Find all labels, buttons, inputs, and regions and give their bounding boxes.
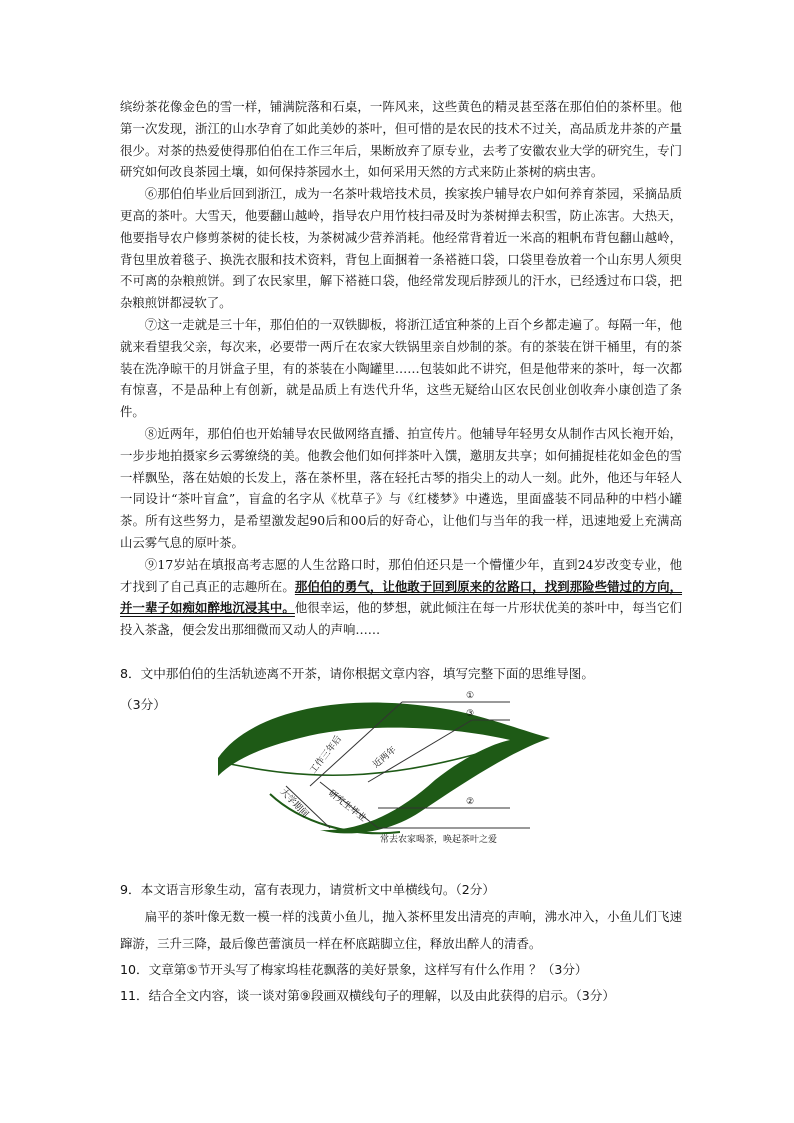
essay-paragraph-9 [120, 554, 682, 641]
essay-paragraph-intro: 缤纷茶花像金色的雪一样，铺满院落和石桌，一阵风来，这些黄色的精灵甚至落在那伯伯的茶杯里。他第一次发现，浙江的山水孕育了如此美妙的茶叶，但可惜的是农民的技术不过关，高品质龙井茶的产量很少。对茶的热爱使得那伯伯在工作三年后，果断放弃了原专业，去考了安徽农业大学的研究生，专门研究如何改良茶园土壤，如何保持茶园水土，如何采用天然的方式来防止茶树的病虫害。 [120, 99, 682, 180]
essay-body [120, 96, 682, 641]
question-8-points: （3分） [120, 697, 166, 712]
paragraph-9-opening: ⑨17岁站在填报高考志愿的人生岔路口时，那伯伯还只是一个懵懂少年，直到24岁改变专业，他才找到了自己真正的志趣所在。 [120, 556, 682, 594]
branch-label-university: 大学期间 [277, 787, 311, 820]
branch-label-after-graduate: 研究生毕业 [326, 788, 368, 825]
question-9-quoted-sentence: 扁平的茶叶像无数一模一样的浅黄小鱼儿，抛入茶杯里发出清亮的声响，沸水冲入，小鱼儿们飞速蹿游，三升三降，最后像芭蕾演员一样在杯底踮脚立住，释放出醉人的清香。 [120, 909, 682, 951]
question-9: 9．本文语言形象生动，富有表现力，请赏析文中单横线句。（2分） [120, 882, 495, 897]
leaf-shape [218, 703, 550, 834]
double-underlined-sentence: 那伯伯的勇气，让他敢于回到原来的岔路口，找到那险些错过的方向，并一辈子如痴如醉地沉浸其中。 [120, 578, 683, 616]
essay-paragraph-6: ⑥那伯伯毕业后回到浙江，成为一名茶叶栽培技术员，挨家挨户辅导农户如何养育茶园，采摘品质更高的茶叶。大雪天，他要翻山越岭，指导农户用竹枝扫帚及时为茶树掸去积雪，防止冻害。大热天，他要指导农户修剪茶树的徒长枝，为茶树减少营养消耗。他经常背着近一米高的粗帆布背包翻山越岭，背包里放着毯子、换洗衣服和技术资料，背包上面捆着一条褡裢口袋，口袋里卷放着一个山东男人须臾不可离的杂粮煎饼。到了农民家里，解下褡裢口袋，他经常发现后脖颈儿的汗水，已经透过布口袋，把杂粮煎饼都浸软了。 [120, 186, 682, 311]
blank-marker-2: ② [466, 797, 475, 807]
blank-marker-1: ① [466, 691, 475, 701]
branch-label-after-three-years: 工作三年后 [308, 734, 345, 776]
essay-paragraph-8: ⑧近两年，那伯伯也开始辅导农民做网络直播、拍宣传片。他辅导年轻男女从制作古风长袍开始，一步步地拍摄家乡云雾缭绕的美。他教会他们如何拌茶叶入馔，邀朋友共享；如何捕捉桂花如金色的雪一样飘坠，落在姑娘的长发上，落在茶杯里，落在轻托古琴的指尖上的动人一刻。此外，他还与年轻人一同设计“茶叶盲盒”，盲盒的名字从《枕草子》与《红楼梦》中遴选，里面盛装不同品种的中档小罐茶。所有这些努力，是希望激发起90后和00后的好奇心，让他们与当年的我一样，迅速地爱上充满高山云雾气息的原叶茶。 [120, 425, 682, 550]
question-10: 10．文章第⑤节开头写了梅家坞桂花飘落的美好景象，这样写有什么作用 ？（3分） [120, 962, 588, 977]
question-8: 8．文中那伯伯的生活轨迹离不开茶，请你根据文章内容，填写完整下面的思维导图。 [120, 666, 594, 681]
paragraph-9-closing: 他很幸运，他的梦想，就此倾注在每一片形状优美的茶叶中，每当它们投入茶盏，便会发出那细微而又动人的声响…… [120, 600, 683, 638]
essay-paragraph-7: ⑦这一走就是三十年，那伯伯的一双铁脚板，将浙江适宜种茶的上百个乡都走遍了。每隔一年，他就来看望我父亲，每次来，必要带一两斤在农家大铁锅里亲自炒制的茶。有的茶装在饼干桶里，有的茶装在洗净晾干的月饼盒子里，有的茶装在小陶罐里……包装如此不讲究，但是他带来的茶叶，每一次都有惊喜，不是品种上有创新，就是品质上有迭代升华，这些无疑给山区农民创业创收奔小康创造了条件。 [120, 316, 682, 420]
mindmap-leaf-diagram [210, 682, 560, 850]
given-answer-text: 常去农家喝茶，唤起茶叶之爱 [380, 835, 498, 845]
branch-label-recent-two-years: 近两年 [371, 745, 399, 771]
question-11: 11．结合全文内容，谈一谈对第⑨段画双横线句子的理解，以及由此获得的启示。（3分） [120, 988, 615, 1003]
blank-marker-3: ③ [466, 709, 475, 719]
